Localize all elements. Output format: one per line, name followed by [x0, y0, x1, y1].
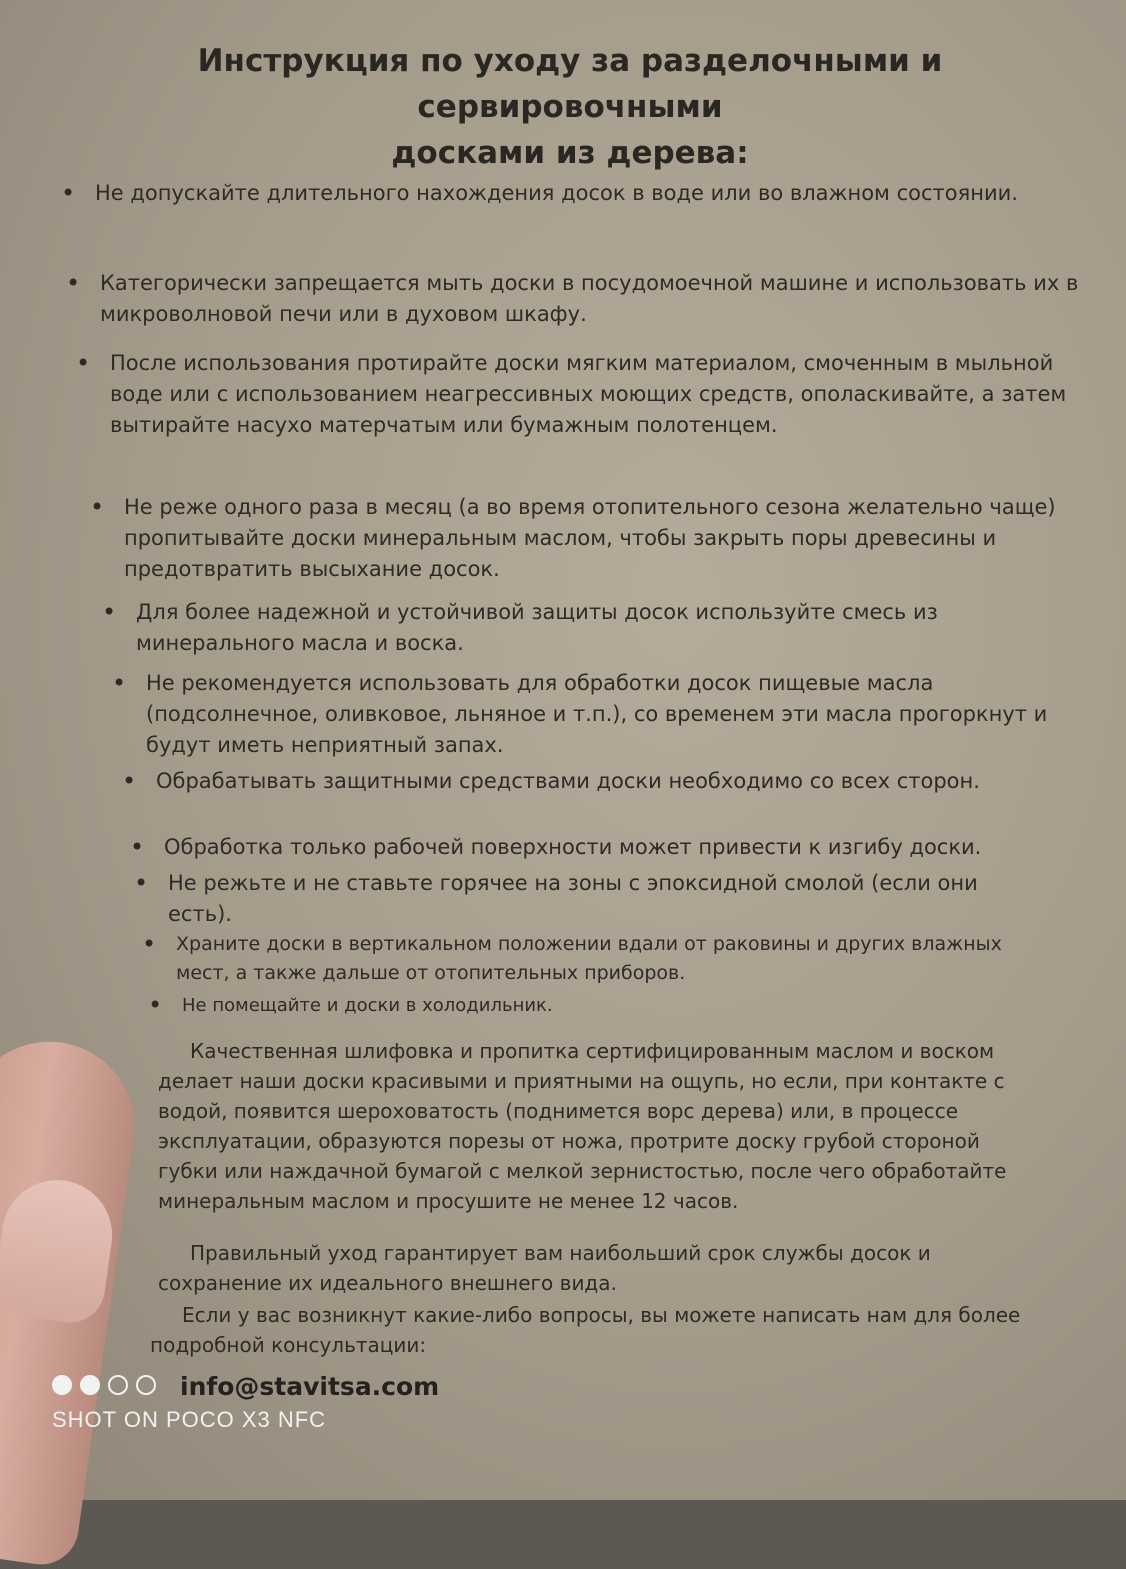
bullet-icon: •	[61, 179, 76, 207]
bullet-icon: •	[134, 869, 149, 897]
dot-icon	[108, 1375, 128, 1395]
watermark-text: SHOT ON POCO X3 NFC	[52, 1407, 327, 1432]
bullet-icon: •	[76, 349, 91, 377]
list-item: • Не помещайте и доски в холодильник.	[148, 991, 553, 1019]
list-item: • Категорически запрещается мыть доски в посудомоечной машине и использовать их в микроволновой печи или в духовом шкафу.	[66, 269, 1079, 326]
dot-icon	[136, 1375, 156, 1395]
list-item: • Не реже одного раза в месяц (а во время отопительного сезона желательно чаще) пропитывайте доски минеральным маслом, чтобы закрыть поры древесины и предотвратить высыхание досок.	[90, 493, 1056, 581]
contact-email[interactable]: info@stavitsa.com	[180, 1372, 440, 1401]
list-item: • Храните доски в вертикальном положении вдали от раковины и других влажных мест, а также дальше от отопительных приборов.	[142, 930, 1002, 984]
list-item: • Не допускайте длительного нахождения досок в воде или во влажном состоянии.	[61, 179, 1018, 207]
dot-icon	[80, 1375, 100, 1395]
camera-watermark	[52, 1375, 326, 1433]
bullet-icon: •	[66, 269, 81, 297]
sanding-paragraph: Качественная шлифовка и пропитка сертифицированным маслом и воском делает наши доски красивыми и приятными на ощупь, но если, при контакте с водой, появится шероховатость (поднимется ворс дерева) или, в процессе эксплуатации, образуются порезы от ножа, протрите доску грубой стороной губки или наждачной бумагой с мелкой зернистостью, после чего обработайте минеральным маслом и просушите не менее 12 часов.	[158, 1039, 1007, 1213]
care-guarantee-paragraph: Правильный уход гарантирует вам наибольший срок службы досок и сохранение их идеального внешнего вида.	[158, 1241, 931, 1295]
dot-icon	[52, 1375, 72, 1395]
bullet-icon: •	[122, 767, 137, 795]
bullet-icon: •	[102, 598, 117, 626]
list-item: • Обрабатывать защитными средствами доски необходимо со всех сторон.	[122, 767, 980, 795]
bullet-icon: •	[130, 833, 145, 861]
contact-paragraph: Если у вас возникнут какие-либо вопросы, вы можете написать нам для более подробной консультации:	[150, 1303, 1021, 1357]
bullet-icon: •	[142, 930, 157, 958]
bullet-icon: •	[90, 493, 105, 521]
list-item: • Обработка только рабочей поверхности может привести к изгибу доски.	[130, 833, 982, 861]
bullet-icon: •	[112, 669, 127, 697]
list-item: • Для более надежной и устойчивой защиты досок используйте смесь из минерального масла и воска.	[102, 598, 938, 655]
title-line-2: досками из дерева:	[391, 135, 749, 171]
list-item: • После использования протирайте доски мягким материалом, смоченным в мыльной воде или с использованием неагрессивных моющих средств, ополаскивайте, а затем вытирайте насухо матерчатым или бумажным полотенцем.	[76, 349, 1067, 437]
title-line-1: Инструкция по уходу за разделочными и сервировочными	[197, 43, 943, 125]
list-item: • Не рекомендуется использовать для обработки досок пищевые масла (подсолнечное, оливковое, льняное и т.п.), со временем эти масла прогоркнут и будут иметь неприятный запах.	[112, 669, 1048, 757]
list-item: • Не режьте и не ставьте горячее на зоны с эпоксидной смолой (если они есть).	[134, 869, 978, 926]
bullet-icon: •	[148, 991, 163, 1019]
watermark-dots-icon	[52, 1375, 326, 1395]
document-title	[40, 38, 1100, 176]
